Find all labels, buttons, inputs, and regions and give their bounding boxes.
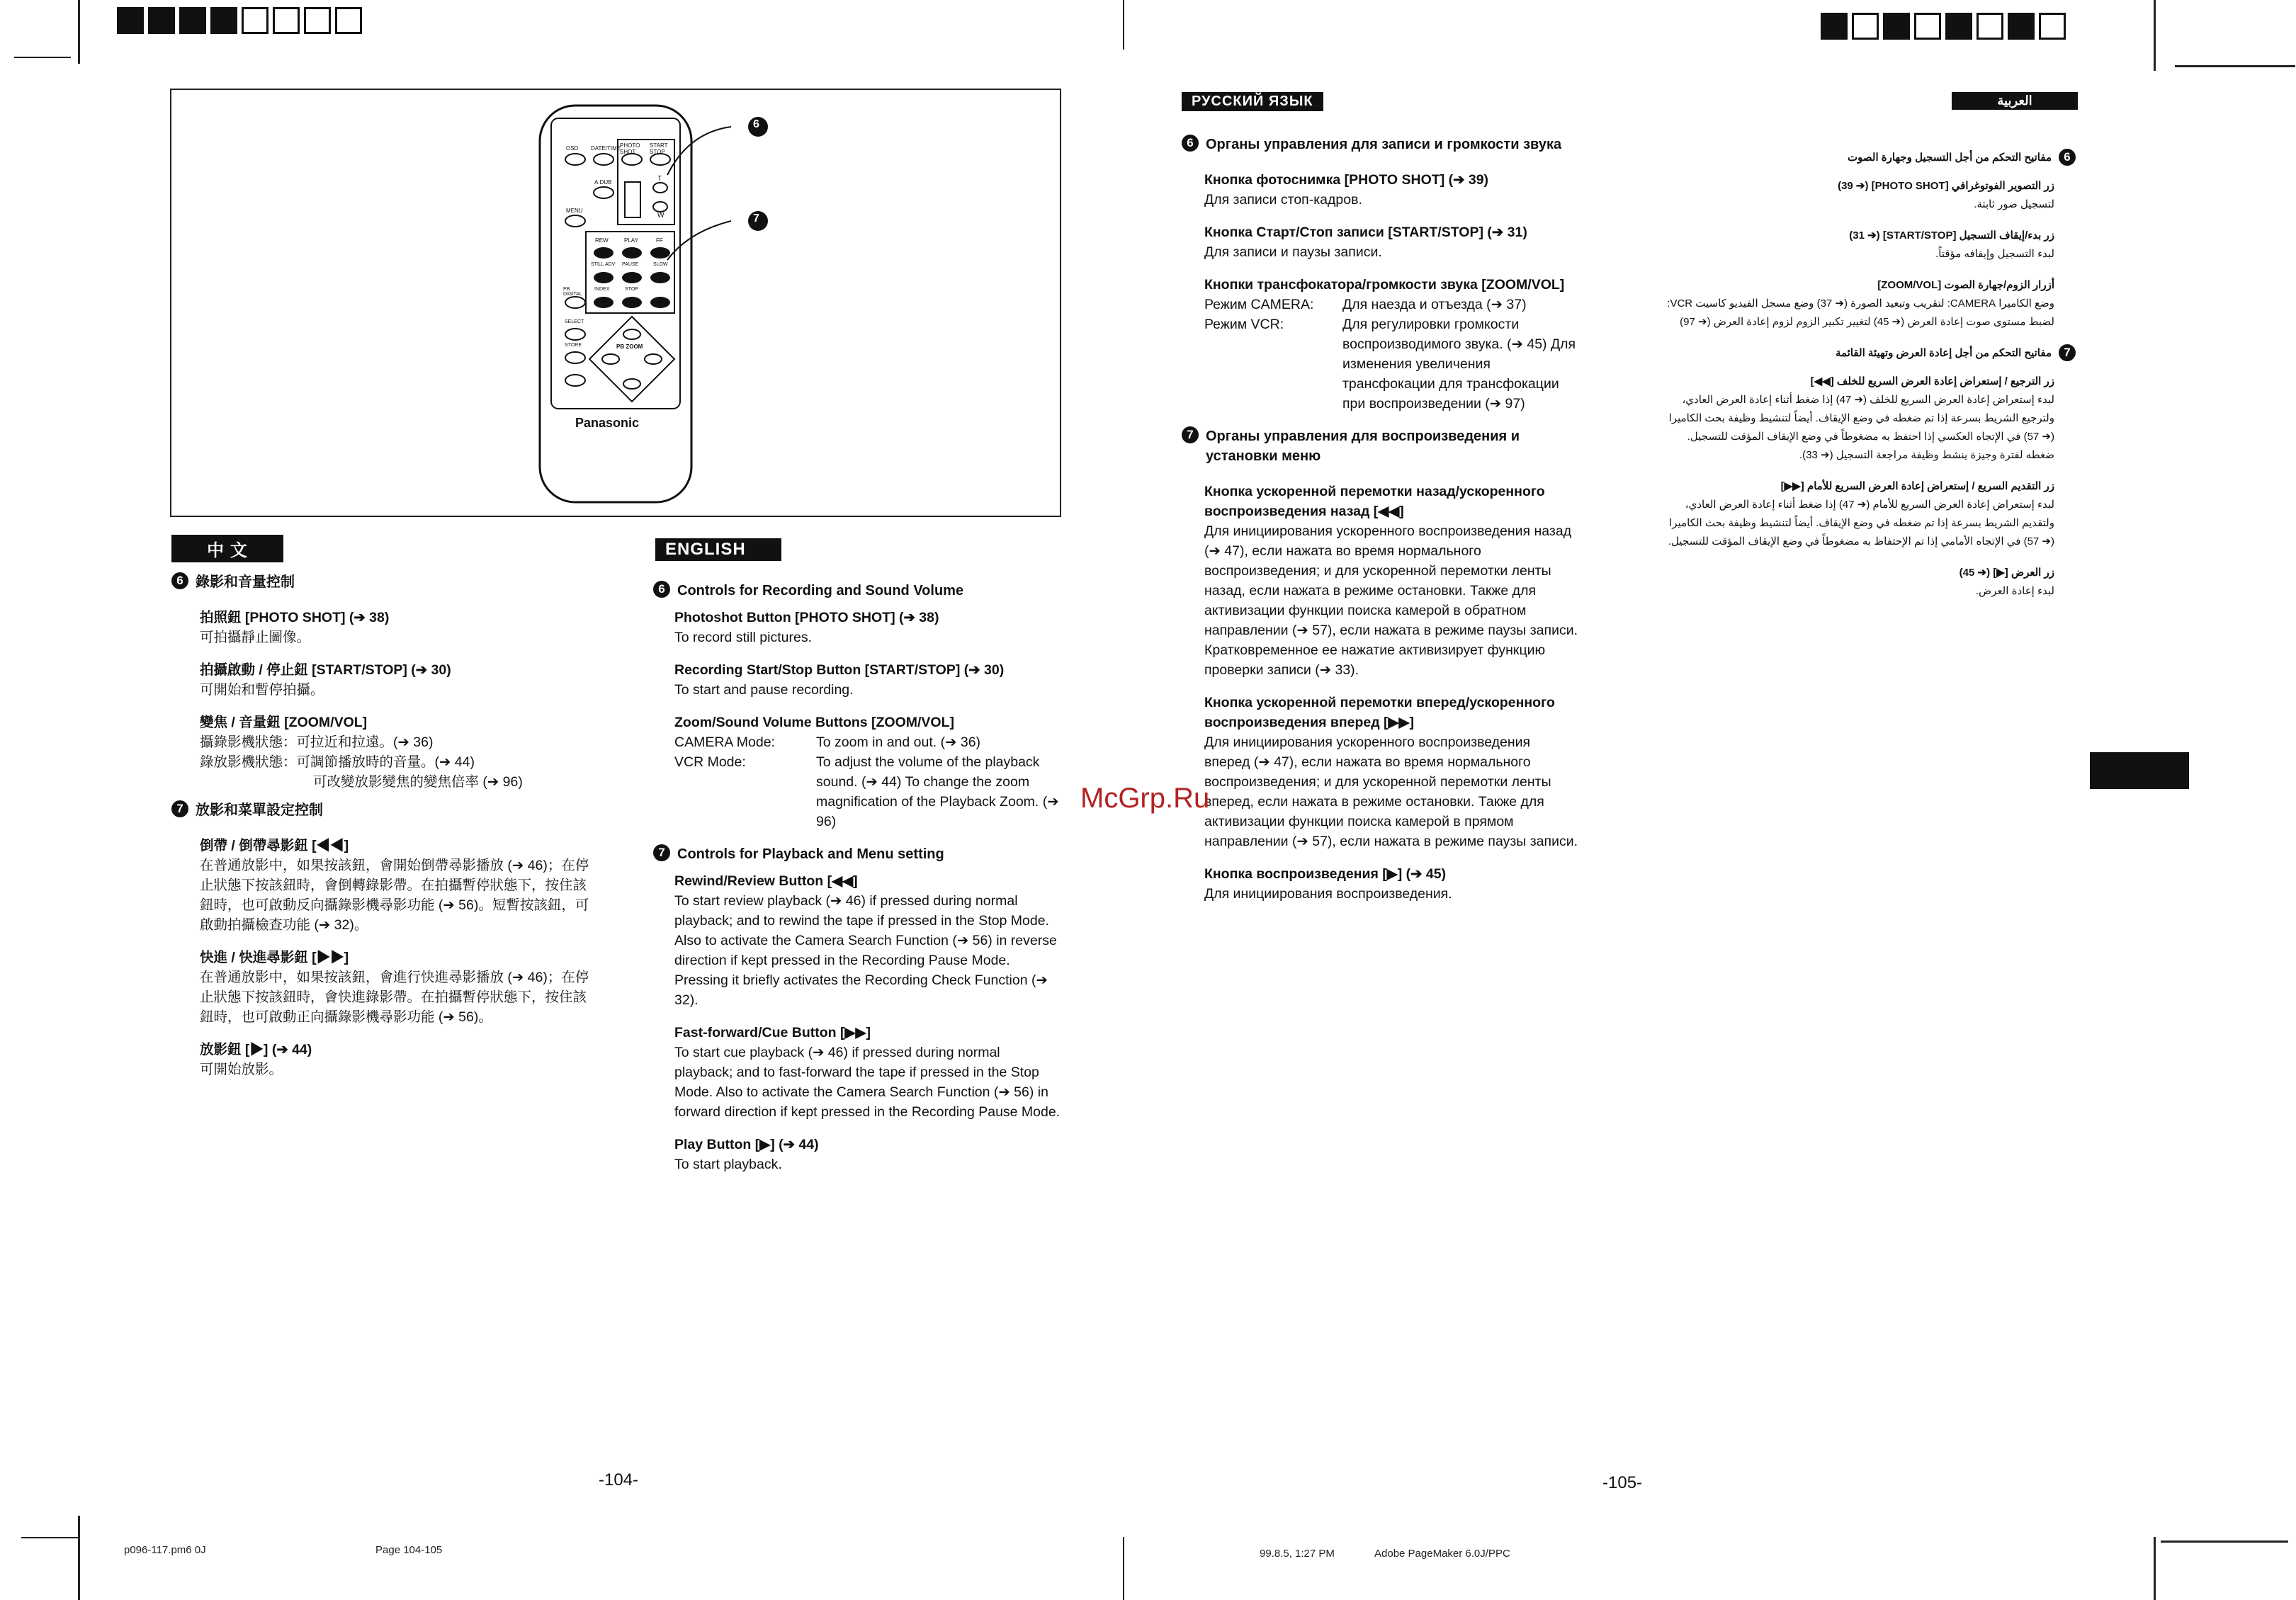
arabic-sec7-title: 7 مفاتيح التحكم من أجل إعادة العرض وتهيئة القائمة — [1658, 344, 2076, 363]
button-label-slow: SLOW — [653, 262, 668, 267]
button-label-play: PLAY — [624, 237, 638, 244]
crop-mark — [2175, 65, 2295, 67]
remote-brand: Panasonic — [575, 416, 640, 430]
crop-mark — [21, 1537, 78, 1538]
footer-app: Adobe PageMaker 6.0J/PPC — [1374, 1548, 1510, 1560]
list-item: Кнопка фотоснимка [PHOTO SHOT] (➔ 39) Для записи стоп-кадров. — [1204, 172, 1489, 208]
list-item: 拍照鈕 [PHOTO SHOT] (➔ 38) 可拍攝靜止圖像。 — [200, 610, 390, 645]
button-label-store: STORE — [565, 343, 582, 348]
russian-section — [1182, 135, 1578, 917]
remote-drawing — [171, 90, 1060, 516]
button-label-stop: STOP — [625, 287, 638, 292]
list-item: Кнопки трансфокатора/громкости звука [ZOOM/VOL] Режим CAMERA: Для наезда и отъезда (➔ 37) Режим VCR: Для регулировки громкости воспроизводимого звука. (➔ 45) Для изменения увеличения трансфокации для трансфокации при воспроизведении (➔ 97) — [1204, 275, 1578, 414]
chinese-sec6-title: 6 錄影和音量控制 — [171, 572, 596, 592]
arabic-section — [1658, 149, 2076, 613]
button-label-menu: MENU — [566, 208, 583, 214]
english-sec7-title: 7 Controls for Playback and Menu setting — [653, 844, 1061, 864]
footer-file: p096-117.pm6 0J — [124, 1544, 206, 1556]
list-item: زر التقديم السريع / إستعراض إعادة العرض السريع للأمام [▶▶] لبدء إستعراض إعادة العرض السريع للأمام (➔ 47) إذا ضغط أثناء إعادة العرض العادي، ولتقديم الشريط بسرعة إذا تم ضغطه في وضع الإيقاف. أيضاً لتنشيط وظيفة بحث الكاميرا (➔ 57) في الإتجاه الأمامي إذا تم الإحتفاظ به مضغوطاً في وضع الإيقاف المؤقت للتسجيل. — [1668, 480, 2054, 547]
list-item: Кнопка воспроизведения [▶] (➔ 45) Для инициирования воспроизведения. — [1204, 866, 1452, 902]
english-sec6-title: 6 Controls for Recording and Sound Volume — [653, 581, 1061, 601]
list-item: Zoom/Sound Volume Buttons [ZOOM/VOL] CAMERA Mode: To zoom in and out. (➔ 36) VCR Mode: To adjust the volume of the playback sound. (➔ 44) To change the zoom magnification of the Playback Zoom. (➔ 96) — [674, 713, 1061, 832]
list-item: Recording Start/Stop Button [START/STOP] (➔ 30) To start and pause recording. — [674, 662, 1005, 698]
list-item: زر العرض [▶] (➔ 45) لبدء إعادة العرض. — [1959, 567, 2054, 597]
footer-page-range: Page 104-105 — [375, 1544, 443, 1556]
registration-boxes-right — [1821, 13, 2066, 40]
list-item: زر الترجيع / إستعراض إعادة العرض السريع للخلف [◀◀] لبدء إستعراض إعادة العرض السريع للخلف (➔ 47) إذا ضغط أثناء إعادة العرض العادي، ولترجيع الشريط بسرعة إذا تم ضغطه في وضع الإيقاف. أيضاً لتنشيط وظيفة بحث الكاميرا (➔ 57) في الإتجاه العكسي إذا احتفظ به مضغوطاً في وضع الإيقاف المؤقت للتسجيل. ضغطه لفترة وجيزة ينشط وظيفة مراجعة التسجيل (➔ 33). — [1668, 375, 2054, 461]
list-item: 拍攝啟動 / 停止鈕 [START/STOP] (➔ 30) 可開始和暫停拍攝。 — [200, 662, 451, 698]
button-label-t: T — [657, 175, 662, 183]
arabic-sec6-title: 6 مفاتيح التحكم من أجل التسجيل وجهارة الصوت — [1658, 149, 2076, 167]
russian-tab: РУССКИЙ ЯЗЫК — [1182, 92, 1323, 111]
button-label-select: SELECT — [565, 319, 584, 324]
crop-mark — [14, 57, 71, 58]
button-label-still-adv: STILL ADV — [591, 262, 616, 267]
list-item: زر التصوير الفوتوغرافي [PHOTO SHOT] (➔ 39) لتسجيل صور ثابتة. — [1838, 180, 2054, 210]
russian-sec6-title: 6 Органы управления для записи и громкости звука — [1182, 135, 1578, 154]
list-item: 快進 / 快進尋影鈕 [▶▶] 在普通放影中，如果按該鈕，會進行快進尋影播放 (➔ 46)；在停止狀態下按該鈕時，會快進錄影帶。在拍攝暫停狀態下，按住該鈕時，也可啟動正向攝錄影機尋影功能 (➔ 56)。 — [200, 950, 589, 1025]
zoom-mode-row: VCR Mode: To adjust the volume of the playback sound. (➔ 44) To change the zoom magnification of the Playback Zoom. (➔ 96) — [674, 754, 1059, 829]
arabic-tab: العربية — [1952, 92, 2078, 110]
page-number-right: -105- — [1602, 1473, 1643, 1492]
button-label-index: INDEX — [594, 287, 610, 292]
list-item: Fast-forward/Cue Button [▶▶] To start cue playback (➔ 46) if pressed during normal playback; and to fast-forward the tape if pressed in the Stop Mode. Also to activate the Camera Search Function (➔ 56) in forward direction if kept pressed in the Recording Pause Mode. — [674, 1025, 1061, 1120]
english-tab: ENGLISH — [655, 538, 781, 561]
remote-illustration — [170, 89, 1061, 517]
list-item: زر بدء/إيقاف التسجيل [START/STOP] (➔ 31) لبدء التسجيل وإيقافه مؤقتاً. — [1849, 229, 2054, 260]
button-label-start-stop: START STOP — [650, 142, 668, 155]
button-label-pb-digital: PB DIGITAL — [563, 287, 582, 297]
callout-7: 7 — [753, 212, 759, 225]
list-item: 變焦 / 音量鈕 [ZOOM/VOL] 攝錄影機狀態：可拉近和拉遠。(➔ 36) 錄放影機狀態：可調節播放時的音量。(➔ 44) 可改變放影變焦的變焦倍率 (➔ 96) — [200, 715, 523, 790]
fold-mark — [1123, 1537, 1124, 1600]
crop-mark — [78, 0, 80, 64]
button-label-ff: FF — [656, 237, 663, 244]
list-item: 放影鈕 [▶] (➔ 44) 可開始放影。 — [200, 1042, 312, 1077]
list-item: Photoshot Button [PHOTO SHOT] (➔ 38) To record still pictures. — [674, 610, 939, 645]
list-item: 倒帶 / 倒帶尋影鈕 [◀◀] 在普通放影中，如果按該鈕，會開始倒帶尋影播放 (➔ 46)；在停止狀態下按該鈕時，會倒轉錄影帶。在拍攝暫停狀態下，按住該鈕時，也可啟動反向攝錄影機尋影功能 (➔ 56)。短暫按該鈕，可啟動拍攝檢查功能 (➔ 32)。 — [200, 838, 589, 933]
crop-mark — [78, 1516, 80, 1600]
button-label-pb-zoom: PB ZOOM — [616, 344, 643, 350]
crop-mark — [2154, 0, 2156, 71]
watermark: McGrp.Ru — [1080, 783, 1210, 814]
list-item: أزرار الزوم/جهارة الصوت [ZOOM/VOL] وضع الكاميرا CAMERA: لتقريب وتبعيد الصورة (➔ 37) وضع مسجل الفيديو كاسيت VCR: لضبط مستوى صوت إعادة العرض (➔ 45) لتغيير تكبير الزوم لزوم إعادة العرض (➔ 97) — [1667, 279, 2054, 328]
list-item: Rewind/Review Button [◀◀] To start review playback (➔ 46) if pressed during normal playback; and to rewind the tape if pressed in the Stop Mode. Also to activate the Camera Search Function (➔ 56) in reverse direction if kept pressed in the Recording Pause Mode. Pressing it briefly activates the Recording Check Function (➔ 32). — [674, 873, 1057, 1008]
button-label-photo-shot: PHOTO SHOT — [620, 142, 640, 155]
button-label-w: W — [657, 212, 665, 220]
list-item: Кнопка Старт/Стоп записи [START/STOP] (➔ 31) Для записи и паузы записи. — [1204, 225, 1527, 260]
chinese-tab: 中 文 — [171, 535, 283, 562]
button-label-rew: REW — [595, 237, 609, 244]
chinese-section — [171, 572, 596, 1092]
footer-timestamp: 99.8.5, 1:27 PM — [1260, 1548, 1335, 1560]
chinese-sec7-title: 7 放影和菜單設定控制 — [171, 800, 596, 820]
page-number-left: -104- — [599, 1470, 639, 1490]
crop-mark — [2154, 1537, 2156, 1600]
list-item: Кнопка ускоренной перемотки назад/ускоренного воспроизведения назад [◀◀] Для инициирования ускоренного воспроизведения назад (➔ 47), если нажата во время нормального воспроизведения; и для ускоренной перемотки ленты назад, если нажата в режиме остановки. Также для активизации функции поиска камерой в обратном направлении (➔ 57), если нажата в режиме паузы записи. Кратковременное ее нажатие активизирует функцию проверки записи (➔ 33). — [1204, 484, 1578, 678]
fold-mark — [1123, 0, 1124, 50]
registration-boxes-left — [117, 7, 362, 34]
button-label-a-dub: A.DUB — [594, 179, 612, 186]
list-item: Play Button [▶] (➔ 44) To start playback. — [674, 1137, 819, 1172]
button-label-osd: OSD — [566, 145, 579, 152]
edge-tab — [2090, 752, 2189, 789]
zoom-mode-row: Режим CAMERA: Для наезда и отъезда (➔ 37) — [1204, 297, 1527, 312]
button-label-pause: PAUSE — [622, 262, 639, 267]
russian-sec7-title: 7 Органы управления для воспроизведения и установки меню — [1182, 426, 1578, 466]
list-item: Кнопка ускоренной перемотки вперед/ускоренного воспроизведения вперед [▶▶] Для инициирования ускоренного воспроизведения вперед (➔ 47), если нажата во время нормального воспроизведения; и для ускоренной перемотки ленты вперед, если нажата в режиме остановки. Также для активизации функции поиска камерой в прямом направлении (➔ 57), если нажата в режиме паузы записи. — [1204, 695, 1578, 849]
english-section — [653, 581, 1061, 1187]
zoom-mode-row: CAMERA Mode: To zoom in and out. (➔ 36) — [674, 734, 981, 750]
callout-6: 6 — [753, 118, 759, 130]
button-label-date-time: DATE/TIME — [591, 145, 621, 152]
zoom-mode-row: Режим VCR: Для регулировки громкости воспроизводимого звука. (➔ 45) Для изменения увеличения трансфокации для трансфокации при воспроизведении (➔ 97) — [1204, 317, 1576, 412]
crop-mark — [2161, 1541, 2288, 1543]
